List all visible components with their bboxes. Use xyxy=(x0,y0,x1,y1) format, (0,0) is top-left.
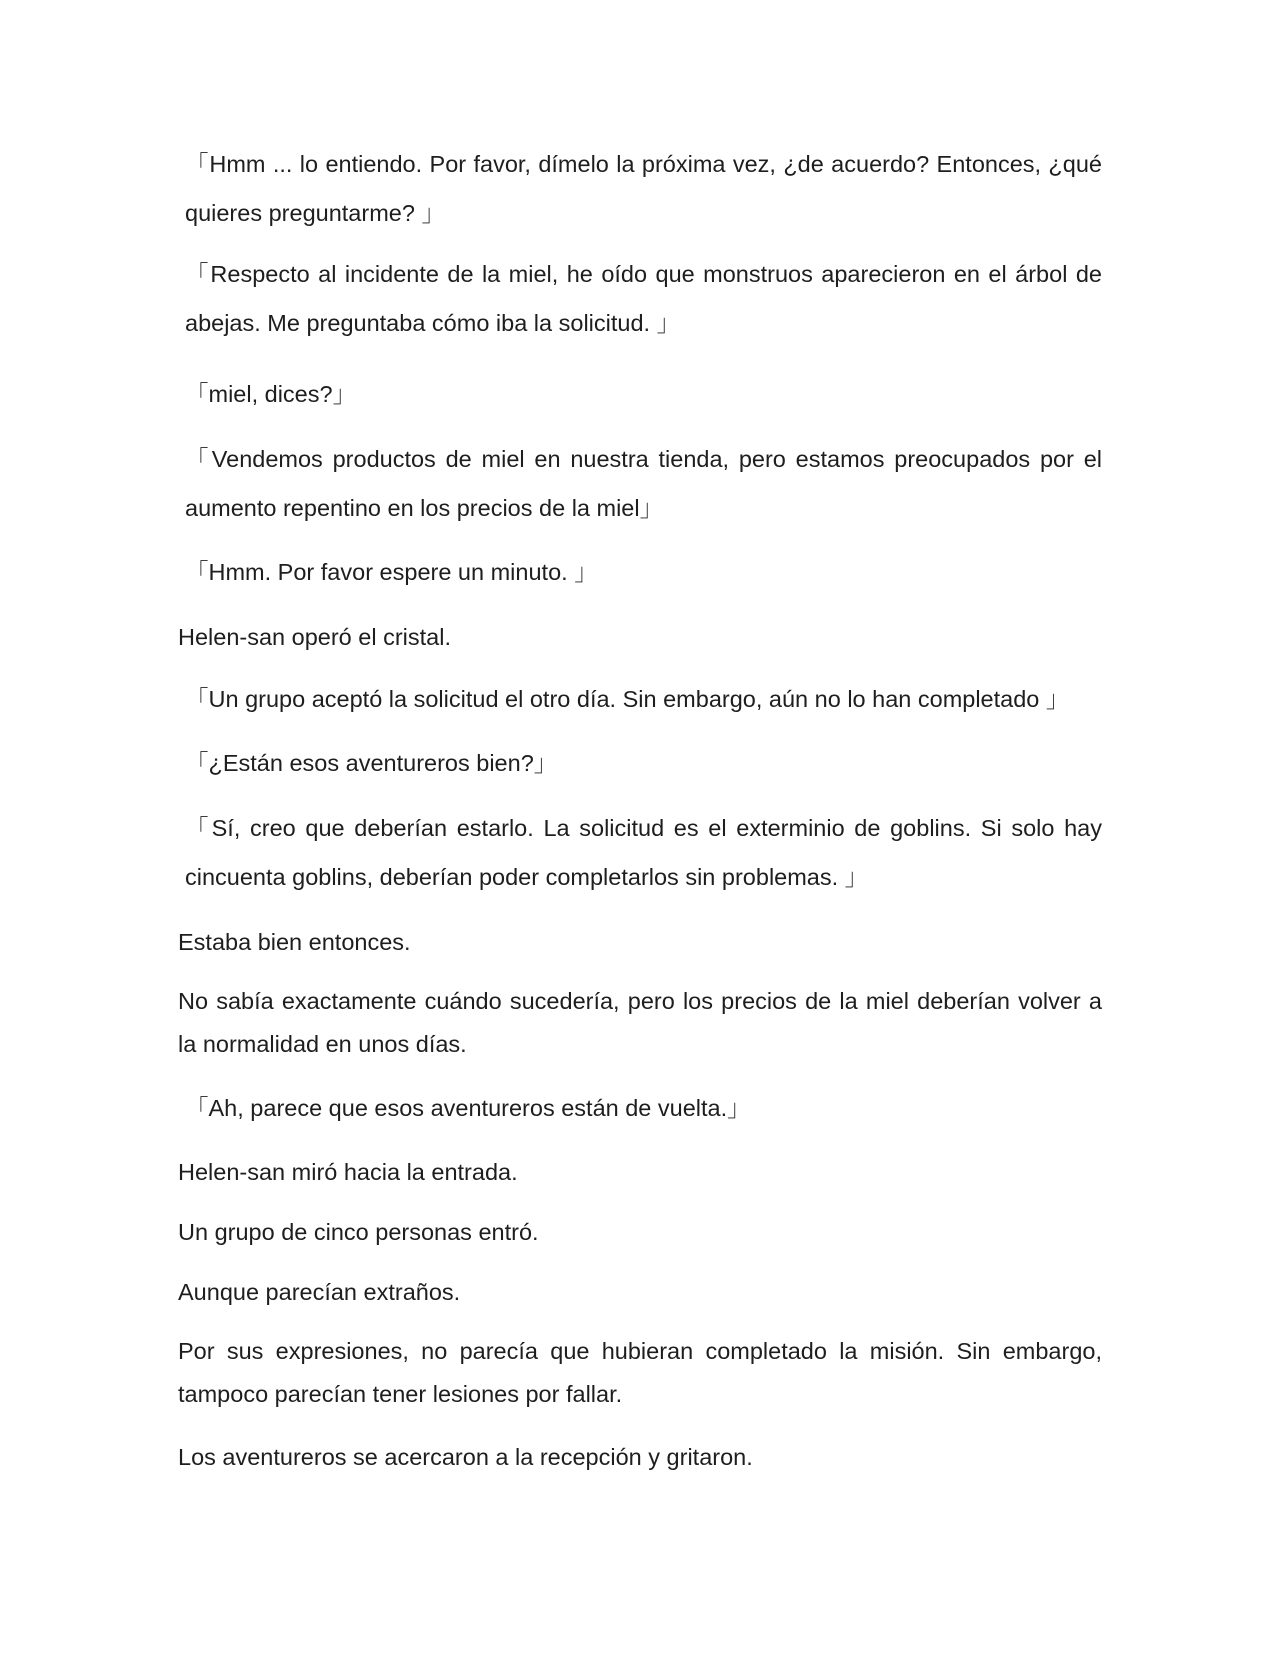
paragraph: 「Sí, creo que deberían estarlo. La solicitud es el exterminio de goblins. Si solo hay cincuenta goblins, deberían poder completarlos sin problemas. 」 xyxy=(185,815,1102,890)
paragraph: 「Vendemos productos de miel en nuestra tienda, pero estamos preocupados por el aumento repentino en los precios de la miel」 xyxy=(185,446,1102,521)
paragraph: Estaba bien entonces. xyxy=(178,929,411,955)
paragraph: Por sus expresiones, no parecía que hubieran completado la misión. Sin embargo, tampoco parecían tener lesiones por fallar. xyxy=(178,1338,1102,1407)
paragraph: Los aventureros se acercaron a la recepción y gritaron. xyxy=(178,1444,753,1470)
paragraph: 「Hmm ... lo entiendo. Por favor, dímelo la próxima vez, ¿de acuerdo? Entonces, ¿qué quieres preguntarme? 」 xyxy=(185,151,1102,226)
paragraph: Helen-san operó el cristal. xyxy=(178,624,451,650)
paragraph: 「Hmm. Por favor espere un minuto. 」 xyxy=(185,559,598,585)
paragraph: 「Ah, parece que esos aventureros están de vuelta.」 xyxy=(185,1095,751,1121)
paragraph: Aunque parecían extraños. xyxy=(178,1279,461,1305)
paragraph: 「Respecto al incidente de la miel, he oído que monstruos aparecieron en el árbol de abejas. Me preguntaba cómo iba la solicitud. 」 xyxy=(185,261,1102,336)
paragraph: Helen-san miró hacia la entrada. xyxy=(178,1159,518,1185)
paragraph: No sabía exactamente cuándo sucedería, pero los precios de la miel deberían volver a la normalidad en unos días. xyxy=(178,988,1102,1057)
paragraph: 「¿Están esos aventureros bien?」 xyxy=(185,750,558,776)
paragraph: Un grupo de cinco personas entró. xyxy=(178,1219,539,1245)
paragraph: 「Un grupo aceptó la solicitud el otro día. Sin embargo, aún no lo han completado 」 xyxy=(185,686,1070,712)
paragraph: 「miel, dices?」 xyxy=(185,381,357,407)
